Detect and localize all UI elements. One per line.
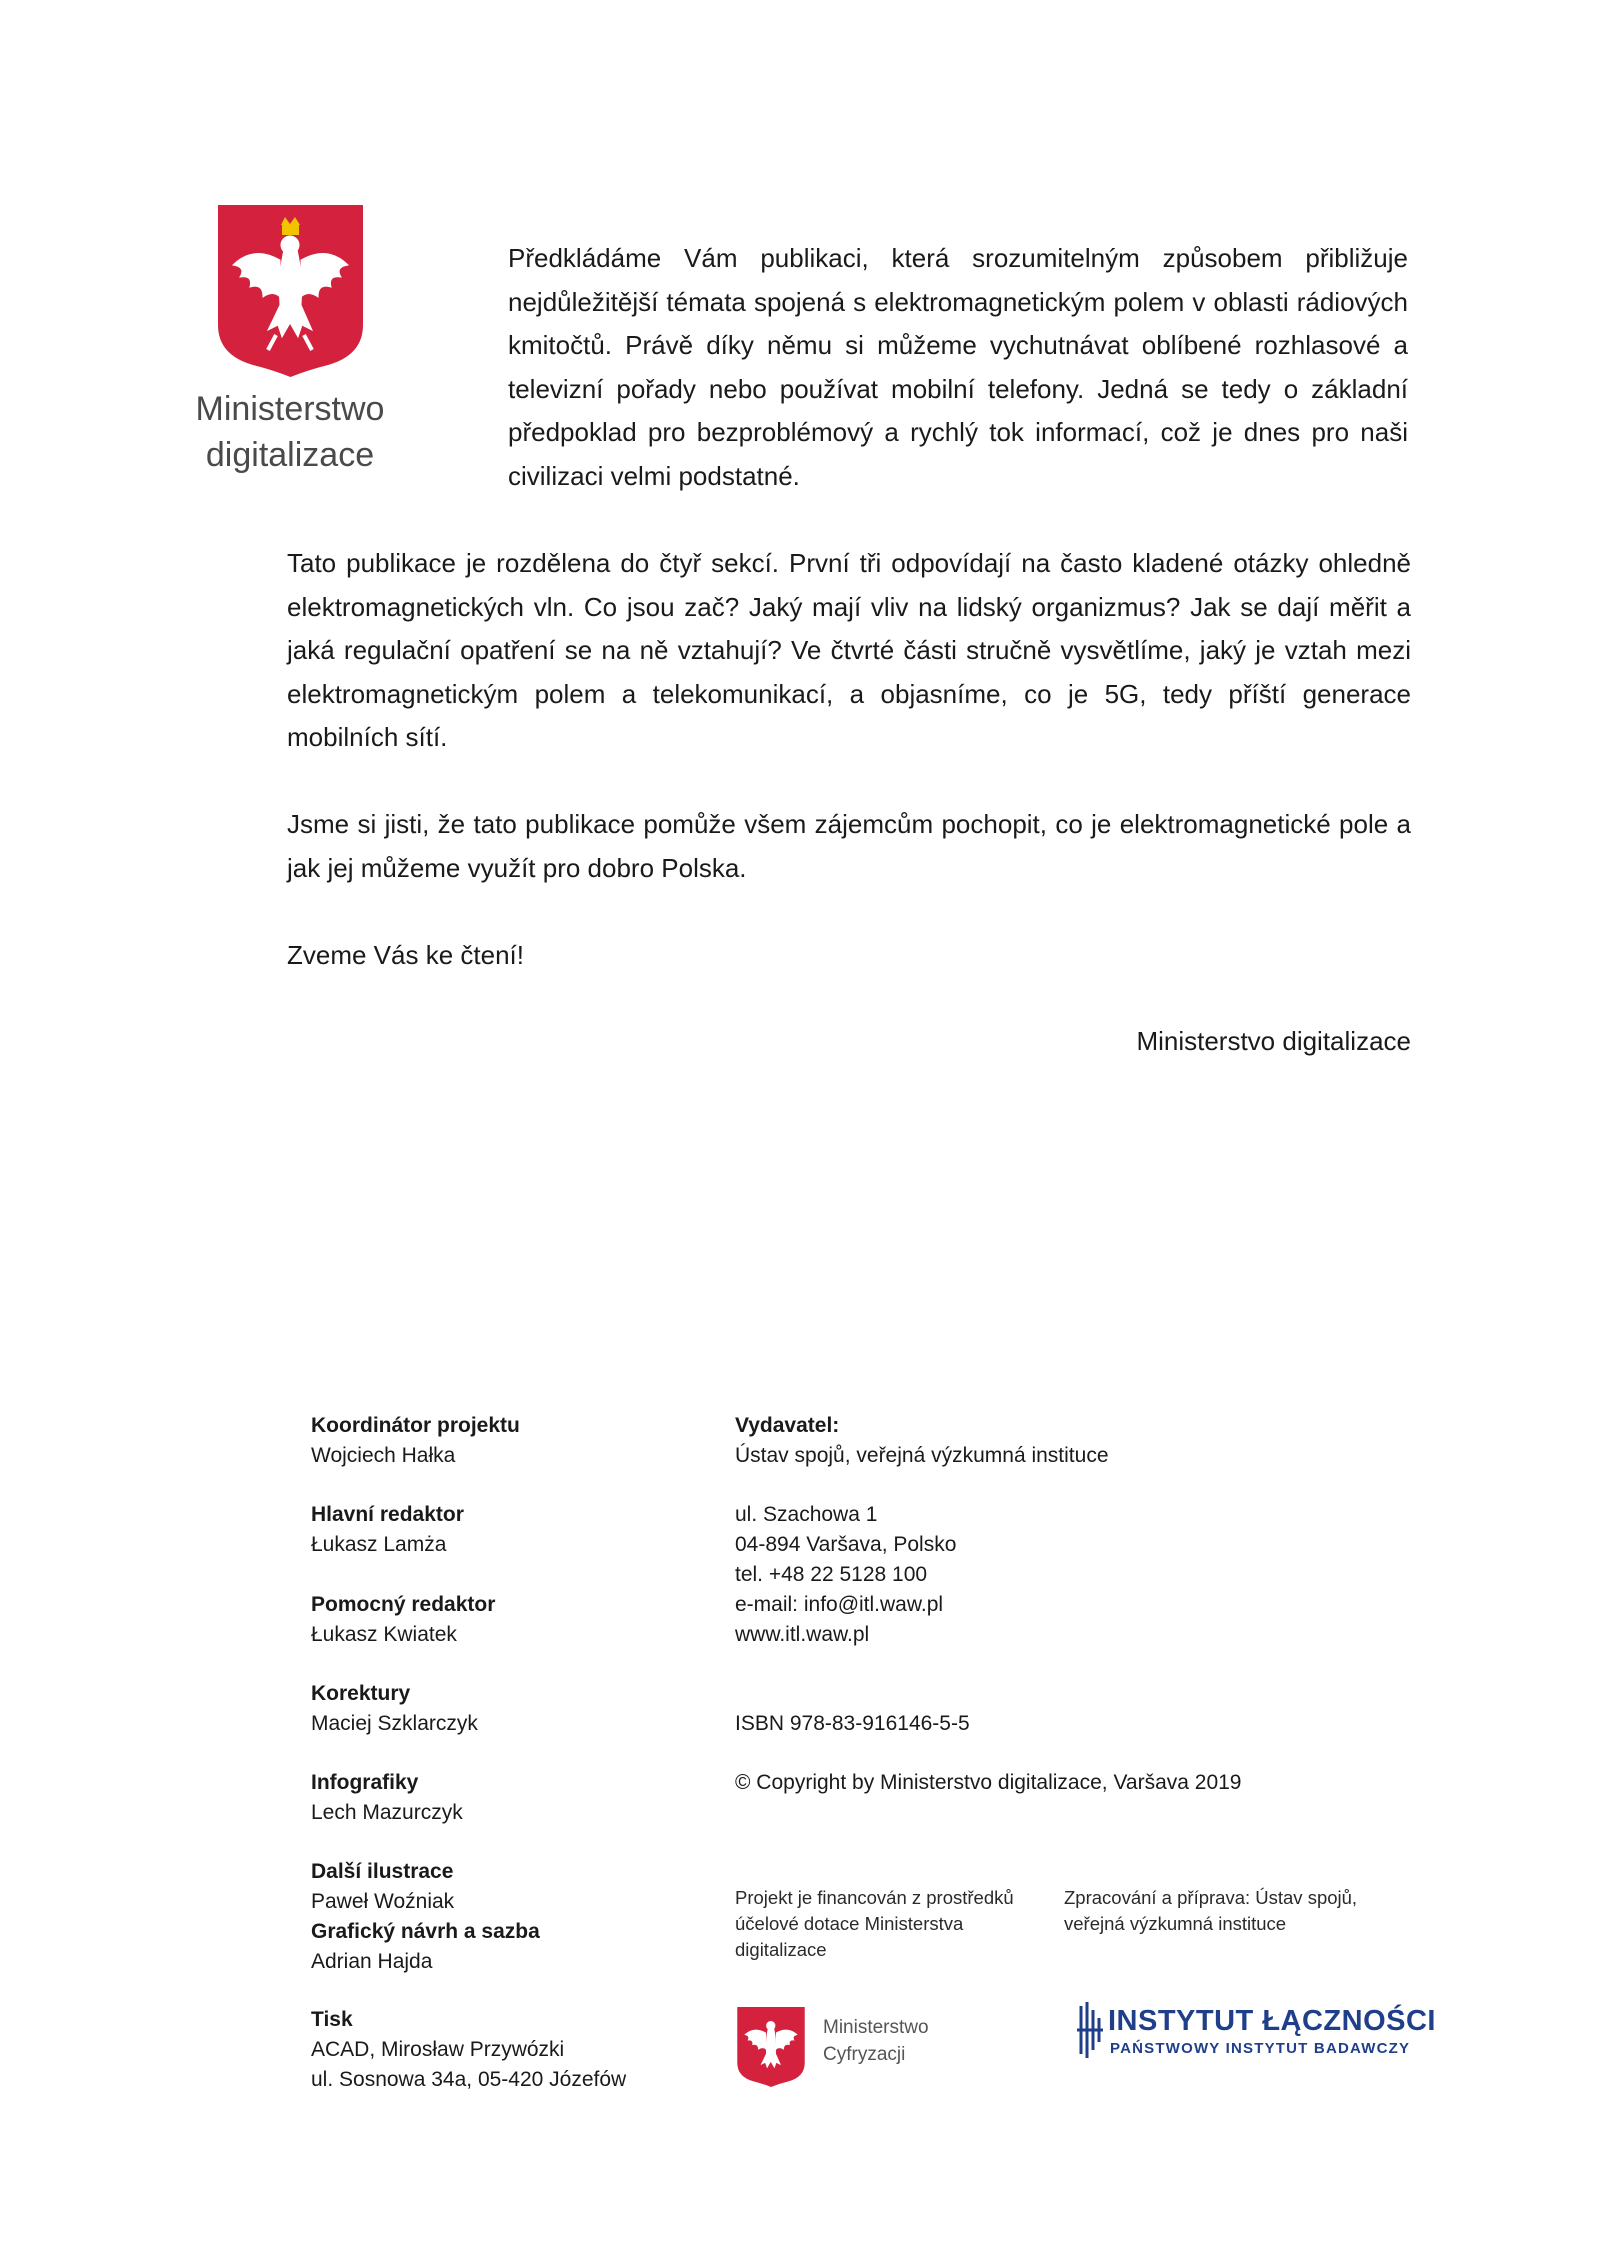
publisher-email: e-mail: info@itl.waw.pl	[735, 1593, 944, 1616]
ministry-name-line2: digitalizace	[205, 436, 375, 474]
credit-assistant-editor	[311, 1590, 495, 1650]
publisher-address-city: 04-894 Varšava, Polsko	[735, 1533, 957, 1556]
itl-logo-title: INSTYTUT ŁĄCZNOŚCI	[1108, 2005, 1436, 2037]
credit-name: Wojciech Hałka	[311, 1444, 456, 1467]
credit-role: Další ilustrace	[311, 1860, 454, 1883]
credit-name: Maciej Szklarczyk	[311, 1712, 478, 1735]
credit-illustrations	[311, 1857, 540, 1977]
credit-name-address: ul. Sosnowa 34a, 05-420 Józefów	[311, 2068, 627, 2091]
credit-role: Korektury	[311, 1682, 411, 1705]
credit-role: Tisk	[311, 2008, 353, 2031]
preparation-note-line: Zpracování a příprava: Ústav spojů,	[1064, 1887, 1358, 1908]
publisher-address-street: ul. Szachowa 1	[735, 1503, 878, 1526]
credit-chief-editor	[311, 1500, 464, 1560]
publisher-role: Vydavatel:	[735, 1414, 840, 1437]
polish-eagle-emblem	[218, 205, 363, 377]
publisher-phone: tel. +48 22 5128 100	[735, 1563, 928, 1586]
ministry-name	[170, 386, 410, 478]
funding-note-line: Projekt je financován z prostředků	[735, 1887, 1014, 1908]
credit-name: Łukasz Lamża	[311, 1533, 447, 1556]
isbn: ISBN 978-83-916146-5-5	[735, 1712, 970, 1735]
itl-logo-icon	[1075, 2000, 1105, 2060]
credit-name: Paweł Woźniak	[311, 1890, 455, 1913]
credit-name: Adrian Hajda	[311, 1950, 433, 1973]
credit-coordinator	[311, 1411, 520, 1471]
publisher-contact	[735, 1500, 956, 1650]
publisher-block	[735, 1411, 1109, 1471]
preparation-note	[1064, 1885, 1357, 1937]
ministry-logo-line2: Cyfryzacji	[823, 2044, 906, 2065]
signature: Ministerstvo digitalizace	[1136, 1026, 1411, 1056]
credit-role: Hlavní redaktor	[311, 1503, 464, 1526]
copyright: © Copyright by Ministerstvo digitalizace, Varšava 2019	[735, 1771, 1242, 1794]
credit-name: ACAD, Mirosław Przywózki	[311, 2038, 565, 2061]
credit-role: Grafický návrh a sazba	[311, 1920, 540, 1943]
credit-infographics	[311, 1768, 463, 1828]
itl-logo-subtitle: PAŃSTWOWY INSTYTUT BADAWCZY	[1110, 2040, 1411, 2057]
publisher-name: Ústav spojů, veřejná výzkumná instituce	[735, 1444, 1109, 1467]
publisher-website: www.itl.waw.pl	[735, 1623, 870, 1646]
credit-role: Koordinátor projektu	[311, 1414, 520, 1437]
credit-role: Pomocný redaktor	[311, 1593, 496, 1616]
ministry-name-line1: Ministerstwo	[195, 390, 385, 428]
funding-note	[735, 1885, 1014, 1963]
ministry-logo-line1: Ministerstwo	[823, 2017, 929, 2038]
intro-paragraph: Předkládáme Vám publikaci, která srozumitelným způsobem přibližuje nejdůležitější témata spojená s elektromagnetickým polem v oblasti rádiových kmitočtů. Právě díky němu si můžeme vychutnávat oblíbené rozhlasové a televizní pořady nebo používat mobilní telefony. Jedná se tedy o základní předpoklad pro bezproblémový a rychlý tok informací, což je dnes pro naši civilizaci velmi podstatné.	[508, 243, 1408, 491]
preparation-note-line: veřejná výzkumná instituce	[1064, 1913, 1287, 1934]
body-paragraph-2: Jsme si jisti, že tato publikace pomůže všem zájemcům pochopit, co je elektromagnetické pole a jak jej můžeme využít pro dobro Polska.	[287, 809, 1411, 883]
funding-note-line: účelové dotace Ministerstva	[735, 1913, 964, 1934]
ministry-logo-text	[823, 2014, 929, 2068]
credit-name: Lech Mazurczyk	[311, 1801, 463, 1824]
credit-name: Łukasz Kwiatek	[311, 1623, 457, 1646]
ministry-logo-emblem	[737, 2007, 805, 2087]
credit-role: Infografiky	[311, 1771, 419, 1794]
credit-proofreading	[311, 1679, 478, 1739]
credit-print	[311, 2005, 626, 2095]
body-paragraph-3: Zveme Vás ke čtení!	[287, 940, 524, 970]
body-paragraph-1: Tato publikace je rozdělena do čtyř sekcí. První tři odpovídají na často kladené otázky ohledně elektromagnetických vln. Co jsou zač? Jaký mají vliv na lidský organizmus? Jak se dají měřit a jaká regulační opatření se na ně vztahují? Ve čtvrté části stručně vysvětlíme, jaký je vztah mezi elektromagnetickým polem a telekomunikací, a objasníme, co je 5G, tedy příští generace mobilních sítí.	[287, 548, 1411, 752]
funding-note-line: digitalizace	[735, 1939, 827, 1960]
